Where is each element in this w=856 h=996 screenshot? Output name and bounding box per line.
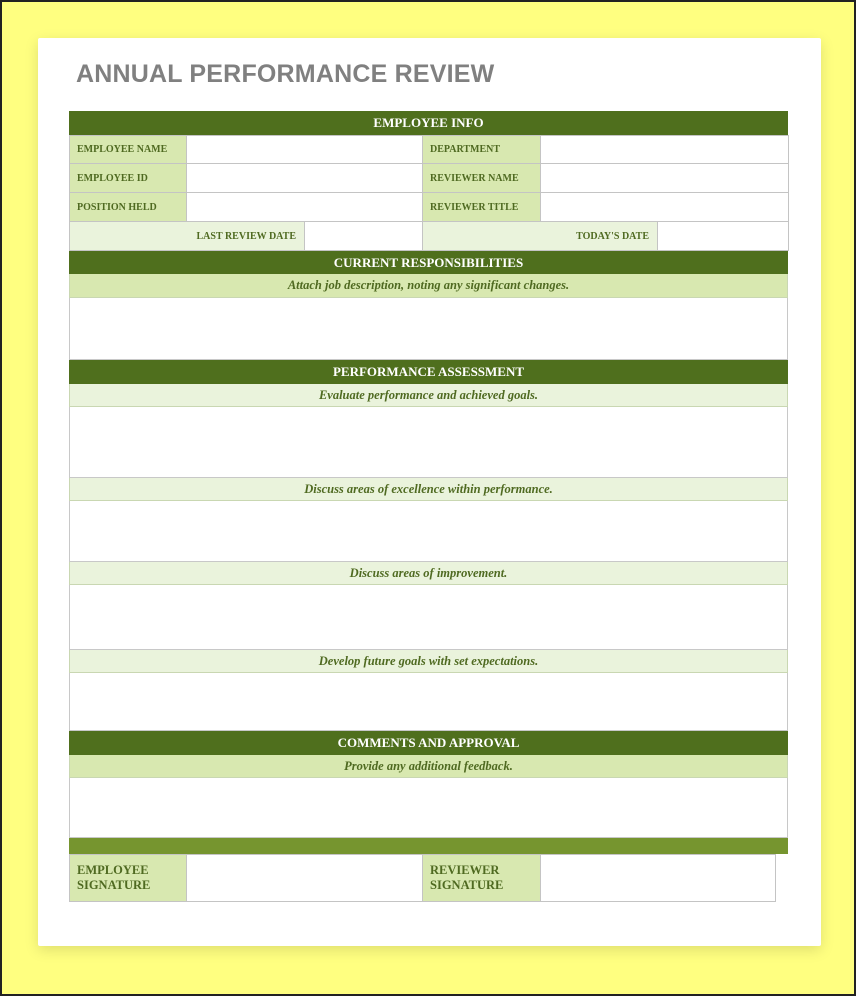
last-review-date-field[interactable]: [305, 222, 423, 251]
employee-id-label: EMPLOYEE ID: [70, 164, 187, 193]
comments-approval-header: COMMENTS AND APPROVAL: [69, 731, 788, 755]
employee-signature-field[interactable]: [187, 855, 423, 902]
current-responsibilities-header: CURRENT RESPONSIBILITIES: [69, 251, 788, 274]
position-held-field[interactable]: [187, 193, 423, 222]
employee-signature-label: EMPLOYEE SIGNATURE: [70, 855, 187, 902]
table-row: [70, 164, 789, 193]
assessment-prompt-future-goals: Develop future goals with set expectations.: [69, 650, 788, 673]
page-title: ANNUAL PERFORMANCE REVIEW: [76, 60, 495, 88]
department-label: DEPARTMENT: [423, 136, 541, 164]
department-field[interactable]: [541, 136, 789, 164]
table-row: [70, 193, 789, 222]
employee-id-field[interactable]: [187, 164, 423, 193]
todays-date-field[interactable]: [658, 222, 789, 251]
last-review-date-label: LAST REVIEW DATE: [70, 222, 305, 251]
position-held-label: POSITION HELD: [70, 193, 187, 222]
todays-date-label: TODAY'S DATE: [423, 222, 658, 251]
table-row: [70, 136, 789, 164]
performance-assessment-header: PERFORMANCE ASSESSMENT: [69, 360, 788, 384]
review-form: [69, 111, 788, 902]
accent-divider-bar: [69, 838, 788, 854]
reviewer-name-label: REVIEWER NAME: [423, 164, 541, 193]
assessment-prompt-excellence: Discuss areas of excellence within performance.: [69, 478, 788, 501]
excellence-input[interactable]: [69, 501, 788, 562]
form-sheet: [38, 38, 821, 946]
reviewer-signature-field[interactable]: [541, 855, 776, 902]
responsibilities-instruction: Attach job description, noting any significant changes.: [69, 274, 788, 298]
comments-input[interactable]: [69, 778, 788, 838]
reviewer-title-field[interactable]: [541, 193, 789, 222]
reviewer-name-field[interactable]: [541, 164, 789, 193]
table-row: [70, 855, 776, 902]
improvement-input[interactable]: [69, 585, 788, 650]
signature-grid: [69, 854, 776, 902]
employee-name-field[interactable]: [187, 136, 423, 164]
goals-input[interactable]: [69, 407, 788, 478]
reviewer-signature-label: REVIEWER SIGNATURE: [423, 855, 541, 902]
reviewer-title-label: REVIEWER TITLE: [423, 193, 541, 222]
comments-instruction: Provide any additional feedback.: [69, 755, 788, 778]
responsibilities-input[interactable]: [69, 298, 788, 360]
future-goals-input[interactable]: [69, 673, 788, 731]
employee-name-label: EMPLOYEE NAME: [70, 136, 187, 164]
employee-info-grid: [69, 135, 789, 251]
assessment-prompt-goals: Evaluate performance and achieved goals.: [69, 384, 788, 407]
assessment-prompt-improvement: Discuss areas of improvement.: [69, 562, 788, 585]
employee-info-header: EMPLOYEE INFO: [69, 111, 788, 135]
table-row: [70, 222, 789, 251]
